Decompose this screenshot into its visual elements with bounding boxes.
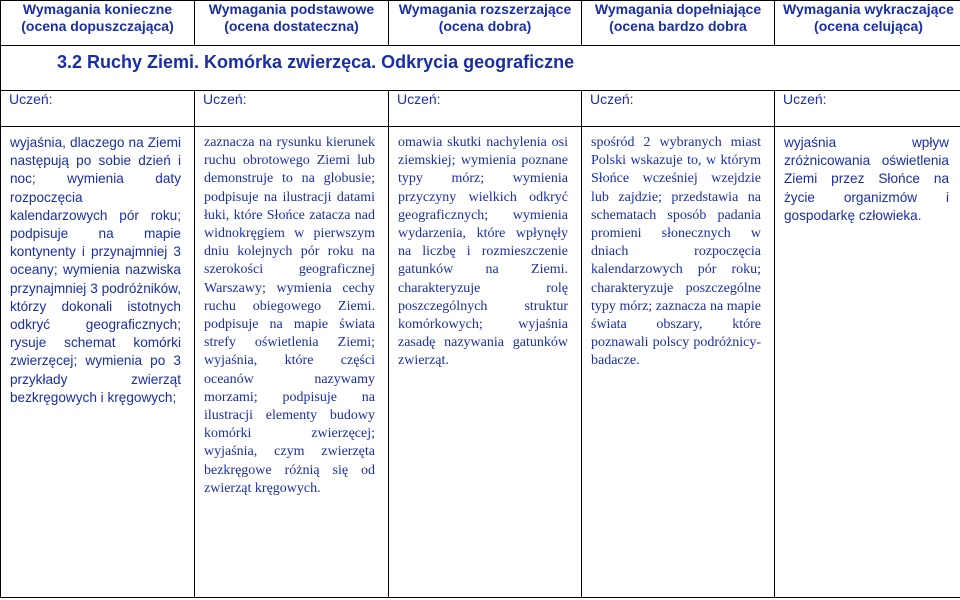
header-grade: (ocena dopuszczająca) [21,18,174,34]
requirement-cell-dopelniajace [582,127,775,598]
header-cell-wykraczajace [775,1,960,46]
requirements-row [1,127,960,598]
header-title: Wymagania wykraczające [783,1,954,17]
header-grade: (ocena dostateczna) [224,18,359,34]
requirement-text: wyjaśnia wpływ zróżnicowania oświetlenia Ziemi przez Słońce na życie organizmów i gospodarkę człowieka. [784,135,949,223]
requirement-text: zaznacza na rysunku kierunek ruchu obrotowego Ziemi lub demonstruje to na globusie; podpisuje na ilustracji datami łuki, które Słońce zatacza nad widnokręgiem w pierwszym dniu kolejnych pór roku na szerokości geograficznej Warszawy; wymienia cechy ruchu obiegowego Ziemi. podpisuje na mapie świata strefy oświetlenia Ziemi; wyjaśnia, które części oceanów nazywamy morzami; podpisuje na ilustracji elementy budowy komórki zwierzęcej; wyjaśnia, czym zwierzęta bezkręgowe różnią się od zwierząt kręgowych. [204,135,375,496]
requirement-text: spośród 2 wybranych miast Polski wskazuje to, w którym Słońce wcześniej wzejdzie lub zajdzie; przedstawia na schematach sposób padania promieni słonecznych w dniach rozpoczęcia kalendarzowych pór roku; charakteryzuje poszczególne typy mórz; zaznacza na mapie świata obszary, które poznawali polscy podróżnicy-badacze. [591,135,761,369]
header-row [1,1,960,46]
topic-row [1,46,960,91]
header-title: Wymagania dopełniające [594,1,762,17]
student-label: Uczeń: [590,91,634,107]
requirement-cell-konieczne [1,127,195,598]
student-label-cell [1,91,195,127]
requirement-cell-wykraczajace [775,127,960,598]
header-grade: (ocena bardzo dobra [609,18,747,34]
header-cell-rozszerzajace [389,1,582,46]
header-grade: (ocena dobra) [438,18,532,34]
header-grade: (ocena celująca) [814,18,923,34]
student-label: Uczeń: [783,91,827,107]
header-cell-konieczne [1,1,195,46]
topic-cell [1,46,960,91]
student-label-cell [195,91,389,127]
requirement-cell-rozszerzajace [389,127,582,598]
student-label: Uczeń: [9,91,53,107]
topic-title: 3.2 Ruchy Ziemi. Komórka zwierzęca. Odkrycia geograficzne [57,52,575,72]
student-label-row [1,91,960,127]
student-label: Uczeń: [397,91,441,107]
student-label-cell [775,91,960,127]
header-title: Wymagania konieczne [22,1,173,17]
student-label-cell [582,91,775,127]
student-label: Uczeń: [203,91,247,107]
requirement-text: omawia skutki nachylenia osi ziemskiej; wymienia poznane typy mórz; wymienia przyczyny wielkich odkryć geograficznych; wymienia wydarzenia, które wpłynęły na liczbę i rozmieszczenie gatunków na Ziemi. charakteryzuje rolę poszczególnych struktur komórkowych; wyjaśnia zasadę nazywania gatunków zwierząt. [398,135,568,369]
requirement-text: wyjaśnia, dlaczego na Ziemi następują po sobie dzień i noc; wymienia daty rozpoczęcia kalendarzowych pór roku; podpisuje na mapie kontynenty i przynajmniej 3 oceany; wymienia nazwiska przynajmniej 3 podróżników, którzy dokonali istotnych odkryć geograficznych; rysuje schemat komórki zwierzęcej; wymienia po 3 przykłady zwierząt bezkręgowych i kręgowych; [10,135,181,405]
student-label-cell [389,91,582,127]
header-title: Wymagania podstawowe [208,1,375,17]
header-cell-dopelniajace [582,1,775,46]
header-title: Wymagania rozszerzające [398,1,572,17]
requirement-cell-podstawowe [195,127,389,598]
header-cell-podstawowe [195,1,389,46]
